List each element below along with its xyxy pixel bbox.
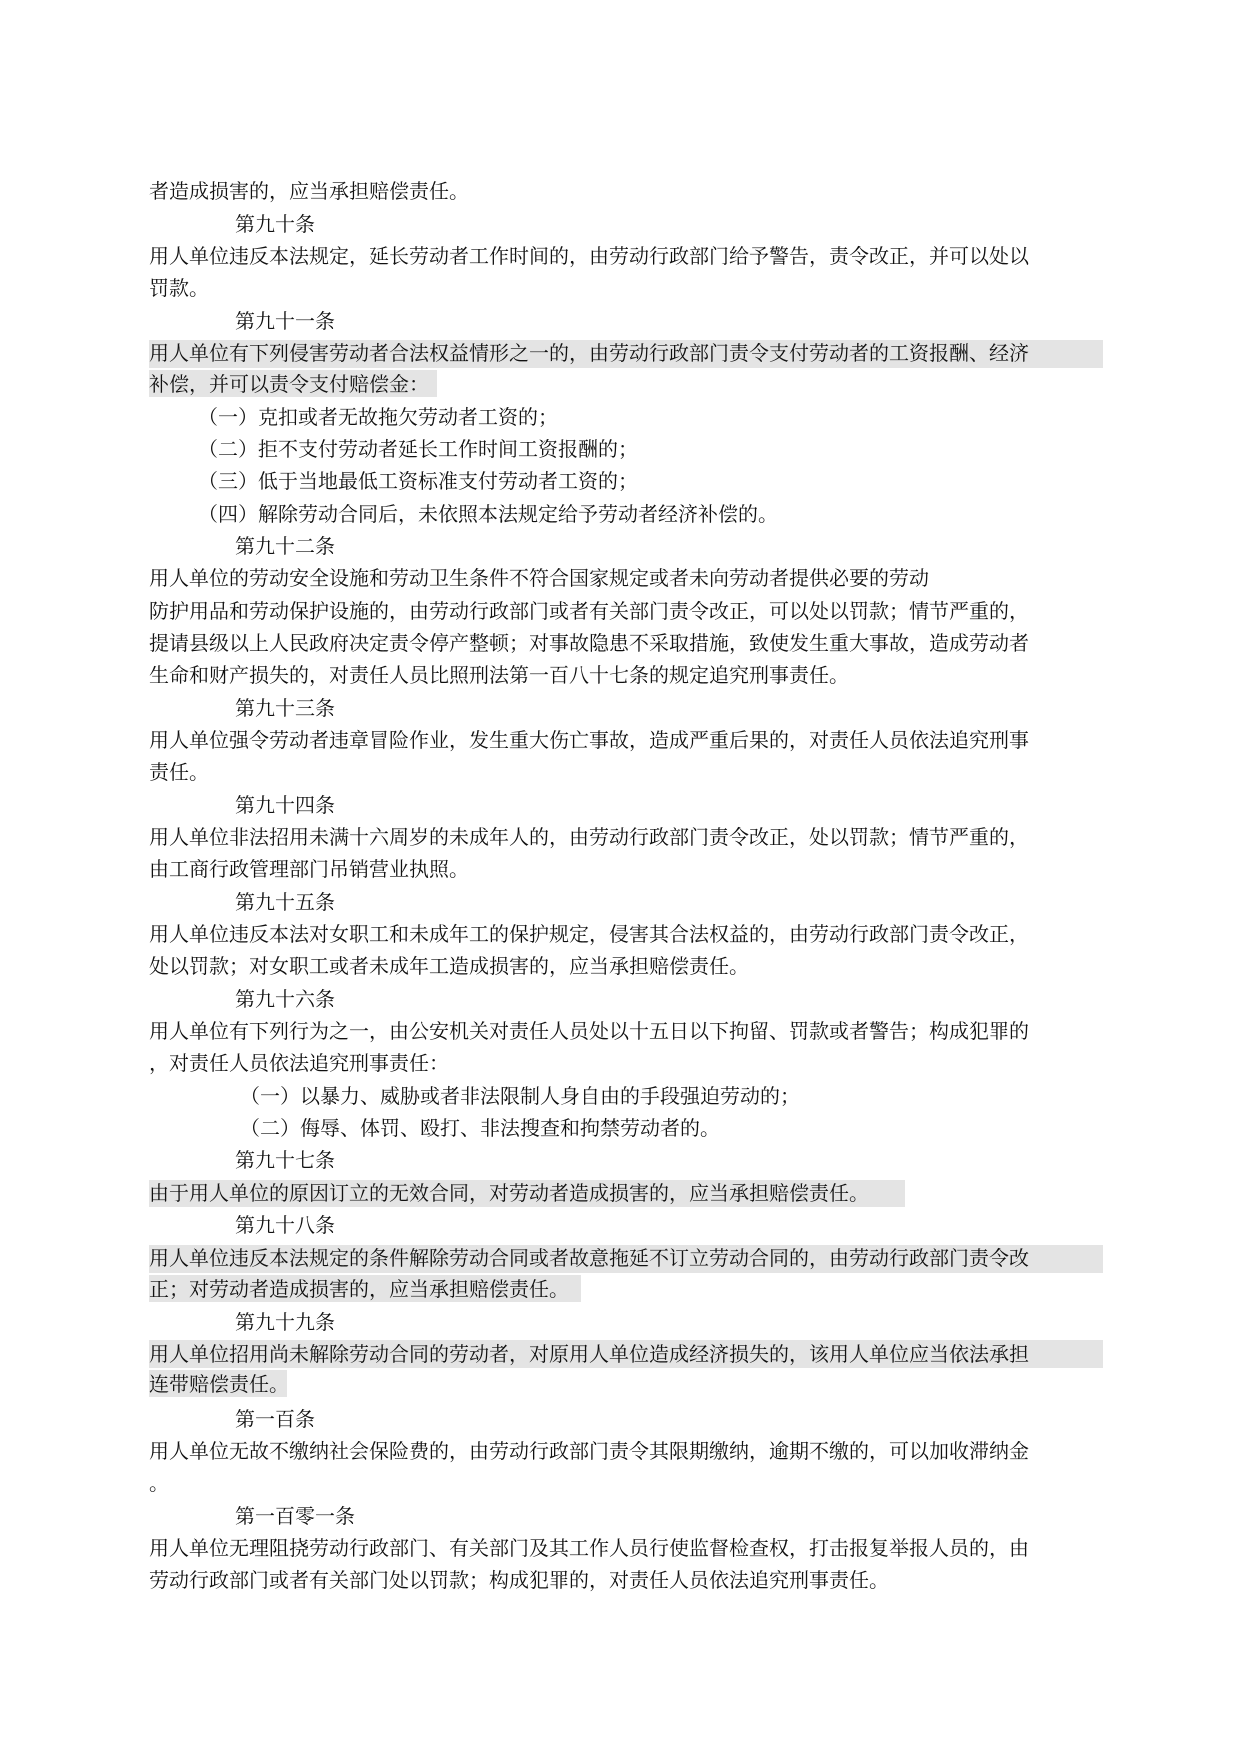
list-item: （一）以暴力、威胁或者非法限制人身自由的手段强迫劳动的；: [240, 1084, 800, 1108]
text-line: 处以罚款；对女职工或者未成年工造成损害的，应当承担赔偿责任。: [149, 954, 749, 978]
text-line: 补偿，并可以责令支付赔偿金：: [149, 372, 429, 396]
article-heading-97: 第九十七条: [235, 1148, 335, 1172]
text-line: 用人单位有下列侵害劳动者合法权益情形之一的，由劳动行政部门责令支付劳动者的工资报酬、经济: [149, 341, 1029, 365]
list-item: （二）拒不支付劳动者延长工作时间工资报酬的；: [198, 437, 638, 461]
text-line: 防护用品和劳动保护设施的，由劳动行政部门或者有关部门责令改正，可以处以罚款；情节严重的，: [149, 599, 1029, 623]
article-heading-99: 第九十九条: [235, 1310, 335, 1334]
text-line: 劳动行政部门或者有关部门处以罚款；构成犯罪的，对责任人员依法追究刑事责任。: [149, 1568, 889, 1592]
text-line: 用人单位违反本法对女职工和未成年工的保护规定，侵害其合法权益的，由劳动行政部门责令改正，: [149, 922, 1029, 946]
text-line: 罚款。: [149, 276, 209, 300]
list-item: （二）侮辱、体罚、殴打、非法搜查和拘禁劳动者的。: [240, 1116, 720, 1140]
text-line: 用人单位招用尚未解除劳动合同的劳动者，对原用人单位造成经济损失的，该用人单位应当依法承担: [149, 1342, 1029, 1366]
text-line: 用人单位强令劳动者违章冒险作业，发生重大伤亡事故，造成严重后果的，对责任人员依法追究刑事: [149, 728, 1029, 752]
text-line: 责任。: [149, 760, 209, 784]
text-line: 用人单位无理阻挠劳动行政部门、有关部门及其工作人员行使监督检查权，打击报复举报人员的，由: [149, 1536, 1029, 1560]
article-heading-94: 第九十四条: [235, 793, 335, 817]
article-heading-98: 第九十八条: [235, 1213, 335, 1237]
article-heading-95: 第九十五条: [235, 890, 335, 914]
text-line: 用人单位非法招用未满十六周岁的未成年人的，由劳动行政部门责令改正，处以罚款；情节严重的，: [149, 825, 1029, 849]
text-line: 提请县级以上人民政府决定责令停产整顿；对事故隐患不采取措施，致使发生重大事故，造成劳动者: [149, 631, 1029, 655]
article-heading-100: 第一百条: [235, 1407, 315, 1431]
text-line: 。: [149, 1471, 169, 1495]
text-line: 连带赔偿责任。: [149, 1372, 289, 1396]
article-heading-93: 第九十三条: [235, 696, 335, 720]
text-line: 生命和财产损失的，对责任人员比照刑法第一百八十七条的规定追究刑事责任。: [149, 663, 849, 687]
text-line: 正；对劳动者造成损害的，应当承担赔偿责任。: [149, 1277, 569, 1301]
article-heading-101: 第一百零一条: [235, 1504, 355, 1528]
text-line: 者造成损害的，应当承担赔偿责任。: [149, 179, 469, 203]
text-line: 由工商行政管理部门吊销营业执照。: [149, 857, 469, 881]
text-line: 用人单位违反本法规定的条件解除劳动合同或者故意拖延不订立劳动合同的，由劳动行政部门责令改: [149, 1246, 1029, 1270]
list-item: （一）克扣或者无故拖欠劳动者工资的；: [198, 405, 558, 429]
list-item: （四）解除劳动合同后，未依照本法规定给予劳动者经济补偿的。: [198, 502, 778, 526]
list-item: （三）低于当地最低工资标准支付劳动者工资的；: [198, 469, 638, 493]
text-line: 由于用人单位的原因订立的无效合同，对劳动者造成损害的，应当承担赔偿责任。: [149, 1181, 869, 1205]
text-line: ，对责任人员依法追究刑事责任：: [149, 1051, 449, 1075]
text-line: 用人单位的劳动安全设施和劳动卫生条件不符合国家规定或者未向劳动者提供必要的劳动: [149, 566, 929, 590]
article-heading-96: 第九十六条: [235, 987, 335, 1011]
article-heading-91: 第九十一条: [235, 309, 335, 333]
text-line: 用人单位违反本法规定，延长劳动者工作时间的，由劳动行政部门给予警告，责令改正，并可以处以: [149, 244, 1029, 268]
text-line: 用人单位无故不缴纳社会保险费的，由劳动行政部门责令其限期缴纳，逾期不缴的，可以加收滞纳金: [149, 1439, 1029, 1463]
text-line: 用人单位有下列行为之一，由公安机关对责任人员处以十五日以下拘留、罚款或者警告；构成犯罪的: [149, 1019, 1029, 1043]
article-heading-92: 第九十二条: [235, 534, 335, 558]
article-heading-90: 第九十条: [235, 212, 315, 236]
